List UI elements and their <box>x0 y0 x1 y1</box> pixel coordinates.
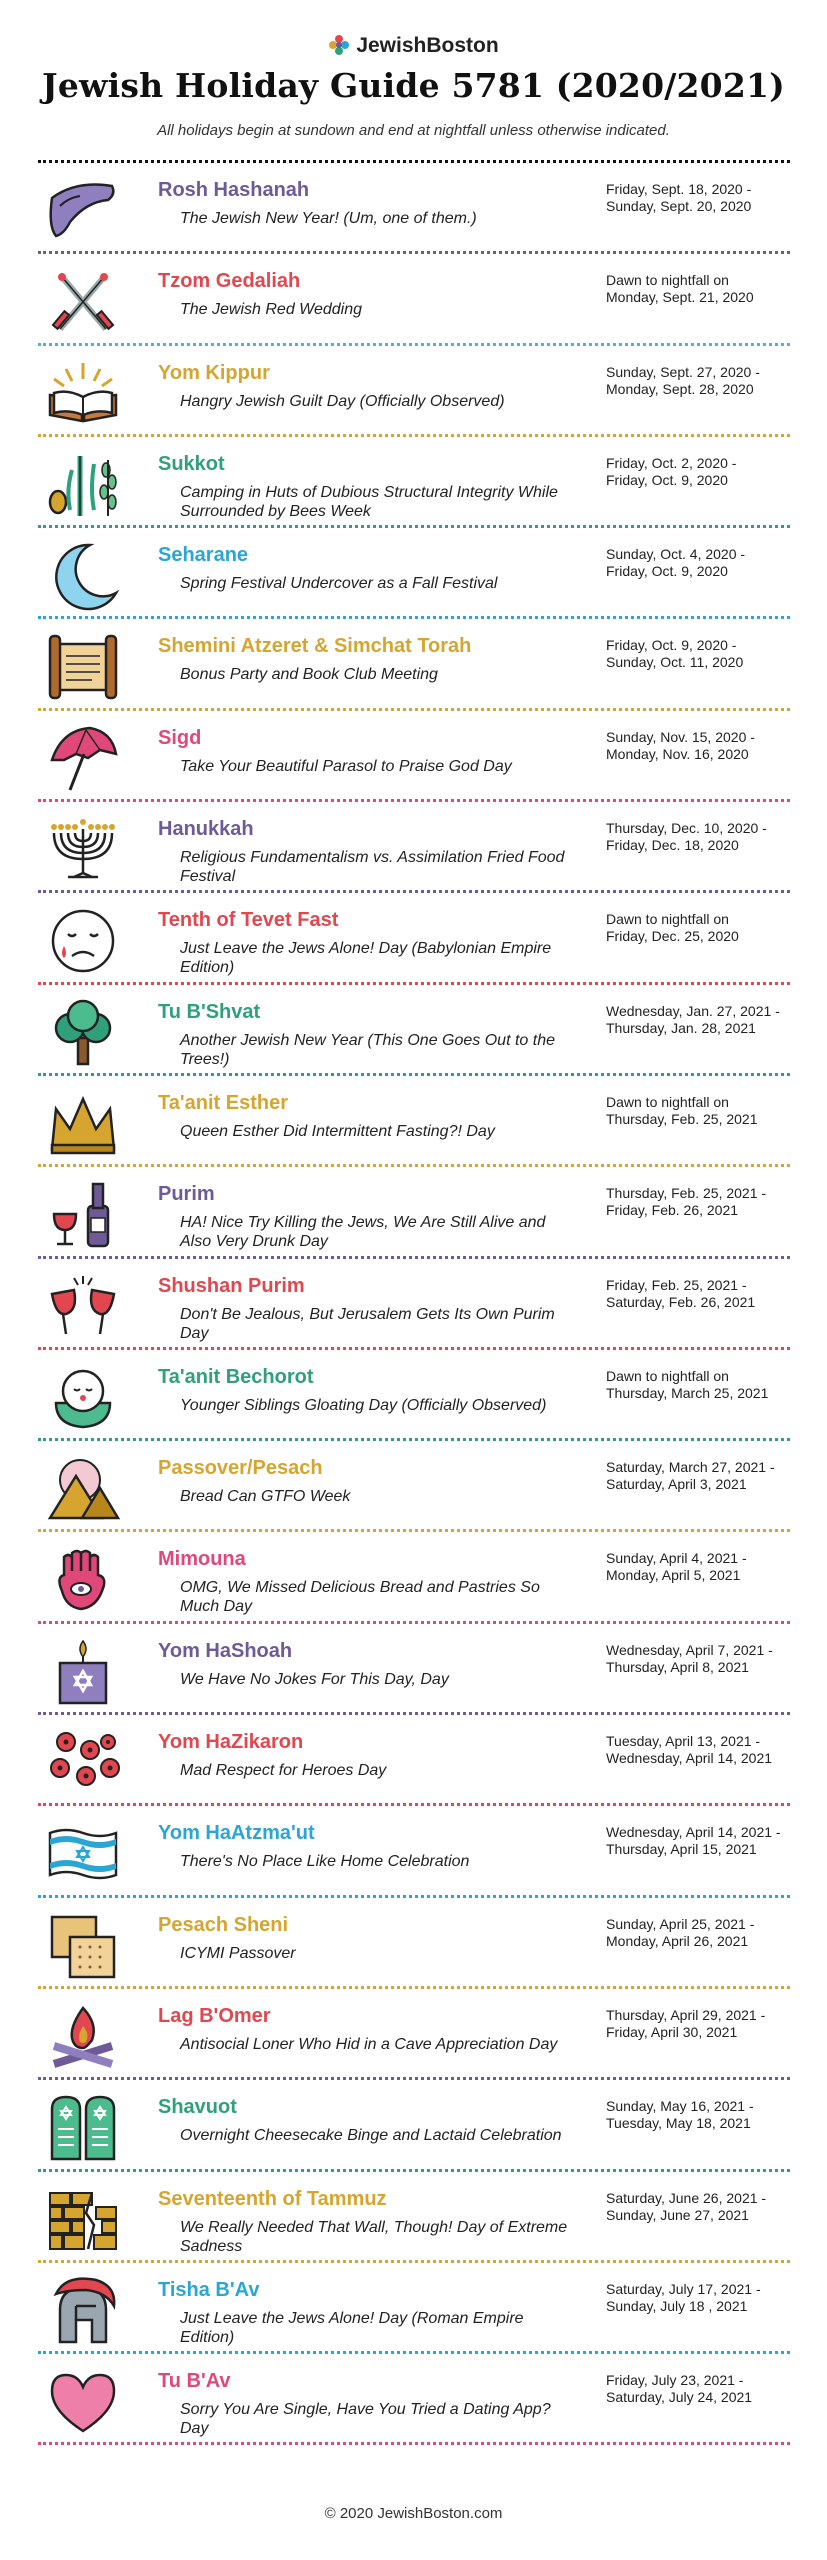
holiday-description: Queen Esther Did Intermittent Fasting?! Day <box>180 1122 495 1140</box>
holiday-date-end: Saturday, Feb. 26, 2021 <box>606 1293 756 1310</box>
holiday-date-start: Dawn to nightfall on <box>606 272 729 289</box>
holiday-name: Yom Kippur <box>158 361 270 384</box>
holiday-date-end: Thursday, March 25, 2021 <box>606 1384 769 1401</box>
holiday-description: Religious Fundamentalism vs. Assimilation Fried Food Festival <box>180 849 565 886</box>
holiday-row-5 <box>38 528 790 619</box>
holiday-date-start: Friday, Feb. 25, 2021 - <box>606 1276 747 1293</box>
holiday-description: Just Leave the Jews Alone! Day (Roman Empire Edition) <box>180 2309 524 2346</box>
holiday-dates <box>606 272 796 306</box>
holiday-dates <box>606 2281 796 2315</box>
holiday-description: Overnight Cheesecake Binge and Lactaid Celebration <box>180 2127 562 2145</box>
holiday-name: Tisha B'Av <box>158 2278 260 2301</box>
memorial-candle-icon <box>46 1637 120 1707</box>
holiday-name: Pesach Sheni <box>158 1913 289 1936</box>
holiday-description: Don't Be Jealous, But Jerusalem Gets Its Own Purim Day <box>180 1305 555 1342</box>
holiday-row-9 <box>38 893 790 984</box>
holiday-dates <box>606 1094 796 1128</box>
holiday-dates <box>606 1459 796 1493</box>
holiday-dates <box>606 364 796 398</box>
row-divider <box>38 2442 790 2445</box>
lulav-etrog-icon <box>46 450 120 520</box>
holiday-description: Antisocial Loner Who Hid in a Cave Appreciation Day <box>180 2035 558 2053</box>
holiday-description: Just Leave the Jews Alone! Day (Babylonian Empire Edition) <box>180 940 552 977</box>
holiday-name: Shavuot <box>158 2096 237 2119</box>
holiday-dates <box>606 1277 796 1311</box>
holiday-date-start: Wednesday, April 7, 2021 - <box>606 1641 773 1658</box>
holiday-row-17 <box>38 1624 790 1715</box>
holiday-row-10 <box>38 985 790 1076</box>
holiday-name: Ta'anit Bechorot <box>158 1365 314 1388</box>
holiday-name: Shushan Purim <box>158 1274 305 1297</box>
holiday-date-end: Sunday, July 18 , 2021 <box>606 2297 748 2314</box>
holiday-date-start: Sunday, April 4, 2021 - <box>606 1550 747 1567</box>
holiday-dates <box>606 1824 796 1858</box>
holiday-date-start: Sunday, Sept. 27, 2020 - <box>606 363 760 380</box>
holiday-name: Sukkot <box>158 452 225 475</box>
holiday-name: Tenth of Tevet Fast <box>158 909 339 932</box>
holiday-name: Lag B'Omer <box>158 2004 271 2027</box>
crossed-swords-icon <box>46 267 120 337</box>
holiday-dates <box>606 2190 796 2224</box>
header <box>0 0 827 160</box>
holiday-row-1 <box>38 163 790 254</box>
crossed-swords-icon <box>46 267 120 337</box>
red-flowers-icon <box>46 1728 120 1798</box>
heart-icon <box>46 2367 120 2437</box>
red-flowers-icon <box>46 1728 120 1798</box>
holiday-name: Rosh Hashanah <box>158 179 310 201</box>
shofar-icon <box>46 176 120 246</box>
holiday-description: Take Your Beautiful Parasol to Praise God Day <box>180 757 512 775</box>
holiday-dates <box>606 1642 796 1676</box>
wine-glasses-icon <box>46 1272 120 1342</box>
holiday-description: Mad Respect for Heroes Day <box>180 1762 387 1780</box>
open-book-icon <box>46 359 120 429</box>
brand-name: JewishBoston <box>356 34 499 57</box>
holiday-description: Camping in Huts of Dubious Structural Integrity While Surrounded by Bees Week <box>180 483 558 520</box>
holiday-date-start: Thursday, Dec. 10, 2020 - <box>606 820 767 837</box>
holiday-row-14 <box>38 1350 790 1441</box>
holiday-dates <box>606 181 796 215</box>
wine-bottle-icon <box>46 1180 120 1250</box>
wine-bottle-icon <box>46 1180 120 1250</box>
holiday-date-end: Thursday, April 15, 2021 <box>606 1841 757 1858</box>
holiday-date-start: Dawn to nightfall on <box>606 911 729 928</box>
holiday-name: Shemini Atzeret & Simchat Torah <box>158 635 472 658</box>
hamsa-icon <box>46 1545 120 1615</box>
holiday-date-end: Friday, Feb. 26, 2021 <box>606 1202 739 1219</box>
holiday-date-end: Monday, April 5, 2021 <box>606 1567 741 1584</box>
torah-scroll-icon <box>46 632 120 702</box>
holiday-date-end: Wednesday, April 14, 2021 <box>606 1750 773 1767</box>
menorah-icon <box>46 815 120 885</box>
holiday-description: ICYMI Passover <box>180 1944 296 1962</box>
holiday-dates <box>606 820 796 854</box>
holiday-date-end: Monday, Nov. 16, 2020 <box>606 745 749 762</box>
holiday-name: Tzom Gedaliah <box>158 270 301 293</box>
holiday-row-25 <box>38 2354 790 2445</box>
holiday-date-start: Sunday, May 16, 2021 - <box>606 2098 754 2115</box>
holiday-date-end: Sunday, Sept. 20, 2020 <box>606 198 752 214</box>
holiday-date-start: Wednesday, April 14, 2021 - <box>606 1824 781 1841</box>
holiday-name: Mimouna <box>158 1548 246 1571</box>
holiday-description: HA! Nice Try Killing the Jews, We Are Still Alive and Also Very Drunk Day <box>180 1214 546 1251</box>
bonfire-icon <box>46 2002 120 2072</box>
hamsa-icon <box>46 1545 120 1615</box>
baby-icon <box>46 1363 120 1433</box>
holiday-date-start: Friday, Sept. 18, 2020 - <box>606 181 752 197</box>
holiday-name: Purim <box>158 1183 215 1206</box>
holiday-row-21 <box>38 1989 790 2080</box>
holiday-date-start: Dawn to nightfall on <box>606 1367 729 1384</box>
holiday-date-start: Thursday, April 29, 2021 - <box>606 2006 766 2023</box>
page-subtitle: All holidays begin at sundown and end at nightfall unless otherwise indicated. <box>157 122 670 139</box>
holiday-date-end: Thursday, Jan. 28, 2021 <box>606 1019 756 1036</box>
holiday-description: We Really Needed That Wall, Though! Day of Extreme Sadness <box>180 2218 568 2255</box>
holiday-date-end: Friday, Oct. 9, 2020 <box>606 563 728 580</box>
broken-wall-icon <box>46 2185 120 2255</box>
crescent-moon-icon <box>46 541 120 611</box>
roman-helmet-icon <box>46 2276 120 2346</box>
holiday-date-end: Monday, Sept. 28, 2020 <box>606 380 754 397</box>
holiday-description: Spring Festival Undercover as a Fall Festival <box>180 575 498 593</box>
wine-glasses-icon <box>46 1272 120 1342</box>
matzah-icon <box>46 1911 120 1981</box>
holiday-description: The Jewish Red Wedding <box>180 301 363 319</box>
holiday-dates <box>606 1916 796 1950</box>
heart-icon <box>46 2367 120 2437</box>
holiday-date-start: Saturday, July 17, 2021 - <box>606 2280 761 2297</box>
roman-helmet-icon <box>46 2276 120 2346</box>
holiday-date-start: Saturday, June 26, 2021 - <box>606 2189 767 2206</box>
bonfire-icon <box>46 2002 120 2072</box>
holiday-row-4 <box>38 437 790 528</box>
parasol-icon <box>46 724 120 794</box>
holiday-date-start: Sunday, Oct. 4, 2020 - <box>606 546 746 563</box>
holiday-dates <box>606 2098 796 2132</box>
holiday-name: Tu B'Shvat <box>158 1000 261 1023</box>
holiday-description: Sorry You Are Single, Have You Tried a Dating App? Day <box>180 2401 551 2438</box>
holiday-row-8 <box>38 802 790 893</box>
holiday-name: Sigd <box>158 726 202 749</box>
jewishboston-logo-icon <box>328 34 350 56</box>
holiday-date-end: Saturday, July 24, 2021 <box>606 2389 753 2406</box>
holiday-date-start: Wednesday, Jan. 27, 2021 - <box>606 1002 780 1019</box>
holiday-row-11 <box>38 1076 790 1167</box>
tree-icon <box>46 998 120 1068</box>
holiday-dates <box>606 2372 796 2406</box>
holiday-row-3 <box>38 346 790 437</box>
holiday-date-start: Thursday, Feb. 25, 2021 - <box>606 1185 767 1202</box>
pyramids-icon <box>46 1454 120 1524</box>
holiday-date-start: Friday, July 23, 2021 - <box>606 2372 744 2389</box>
holiday-row-15 <box>38 1441 790 1532</box>
page-title: Jewish Holiday Guide 5781 (2020/2021) <box>42 66 785 105</box>
holiday-description: There's No Place Like Home Celebration <box>180 1853 470 1871</box>
israel-flag-icon <box>46 1819 120 1889</box>
holiday-date-end: Thursday, April 8, 2021 <box>606 1658 749 1675</box>
holiday-row-23 <box>38 2172 790 2263</box>
parasol-icon <box>46 724 120 794</box>
lulav-etrog-icon <box>46 450 120 520</box>
tree-icon <box>46 998 120 1068</box>
holiday-row-22 <box>38 2080 790 2171</box>
baby-icon <box>46 1363 120 1433</box>
holiday-date-end: Thursday, Feb. 25, 2021 <box>606 1110 758 1127</box>
tablets-icon <box>46 2093 120 2163</box>
sad-face-icon <box>46 906 120 976</box>
holiday-date-start: Sunday, April 25, 2021 - <box>606 1915 755 1932</box>
holiday-name: Yom HaAtzma'ut <box>158 1822 315 1845</box>
holiday-name: Yom HaZikaron <box>158 1731 304 1754</box>
holiday-date-end: Monday, Sept. 21, 2020 <box>606 289 754 306</box>
holiday-description: Younger Siblings Gloating Day (Officially Observed) <box>180 1396 547 1414</box>
holiday-date-start: Friday, Oct. 2, 2020 - <box>606 454 737 471</box>
holiday-name: Yom HaShoah <box>158 1639 293 1662</box>
sad-face-icon <box>46 906 120 976</box>
holiday-description: OMG, We Missed Delicious Bread and Pastries So Much Day <box>180 1579 540 1616</box>
holiday-dates <box>606 1003 796 1037</box>
holiday-description: Hangry Jewish Guilt Day (Officially Observed) <box>180 392 505 410</box>
holiday-description: Bonus Party and Book Club Meeting <box>180 666 438 684</box>
holiday-row-7 <box>38 711 790 802</box>
holiday-date-end: Tuesday, May 18, 2021 <box>606 2115 751 2132</box>
holiday-row-24 <box>38 2263 790 2354</box>
holiday-name: Seharane <box>158 544 249 567</box>
holiday-date-end: Sunday, June 27, 2021 <box>606 2206 749 2223</box>
holiday-dates <box>606 1550 796 1584</box>
holiday-date-end: Friday, Dec. 18, 2020 <box>606 837 739 854</box>
holiday-description: The Jewish New Year! (Um, one of them.) <box>180 210 477 227</box>
holiday-date-end: Friday, Oct. 9, 2020 <box>606 471 728 488</box>
holiday-name: Seventeenth of Tammuz <box>158 2187 387 2210</box>
holiday-row-18 <box>38 1715 790 1806</box>
pyramids-icon <box>46 1454 120 1524</box>
tablets-icon <box>46 2093 120 2163</box>
brand[interactable] <box>0 34 827 58</box>
holiday-name: Hanukkah <box>158 818 254 841</box>
broken-wall-icon <box>46 2185 120 2255</box>
torah-scroll-icon <box>46 632 120 702</box>
holiday-dates <box>606 546 796 580</box>
israel-flag-icon <box>46 1819 120 1889</box>
holiday-dates <box>606 455 796 489</box>
holiday-date-start: Dawn to nightfall on <box>606 1093 729 1110</box>
holiday-description: We Have No Jokes For This Day, Day <box>180 1670 449 1688</box>
holiday-dates <box>606 911 796 945</box>
crescent-moon-icon <box>46 541 120 611</box>
holiday-row-20 <box>38 1898 790 1989</box>
holiday-date-start: Friday, Oct. 9, 2020 - <box>606 637 737 654</box>
holiday-name: Passover/Pesach <box>158 1457 323 1480</box>
holiday-dates <box>606 729 796 763</box>
holiday-dates <box>606 1185 796 1219</box>
holiday-row-2 <box>38 254 790 345</box>
holiday-date-start: Tuesday, April 13, 2021 - <box>606 1733 761 1750</box>
holiday-dates <box>606 1733 796 1767</box>
holiday-date-end: Saturday, April 3, 2021 <box>606 1476 747 1493</box>
crown-icon <box>46 1089 120 1159</box>
shofar-icon <box>46 176 120 246</box>
holiday-date-start: Sunday, Nov. 15, 2020 - <box>606 728 755 745</box>
memorial-candle-icon <box>46 1637 120 1707</box>
holiday-date-end: Sunday, Oct. 11, 2020 <box>606 654 744 671</box>
holiday-row-13 <box>38 1259 790 1350</box>
holiday-name: Ta'anit Esther <box>158 1091 288 1114</box>
open-book-icon <box>46 359 120 429</box>
holiday-date-end: Monday, April 26, 2021 <box>606 1932 749 1949</box>
holiday-date-start: Saturday, March 27, 2021 - <box>606 1459 775 1476</box>
menorah-icon <box>46 815 120 885</box>
holiday-row-16 <box>38 1532 790 1623</box>
matzah-icon <box>46 1911 120 1981</box>
holiday-row-6 <box>38 619 790 710</box>
holiday-row-19 <box>38 1806 790 1897</box>
holiday-dates <box>606 2007 796 2041</box>
holiday-row-12 <box>38 1167 790 1258</box>
holiday-dates <box>606 1368 796 1402</box>
holiday-name: Tu B'Av <box>158 2370 231 2393</box>
holiday-date-end: Friday, April 30, 2021 <box>606 2023 738 2040</box>
holiday-description: Another Jewish New Year (This One Goes Out to the Trees!) <box>180 1031 555 1068</box>
holiday-description: Bread Can GTFO Week <box>180 1488 351 1506</box>
footer-copyright: © 2020 JewishBoston.com <box>324 2505 503 2522</box>
holiday-dates <box>606 637 796 671</box>
crown-icon <box>46 1089 120 1159</box>
holiday-date-end: Friday, Dec. 25, 2020 <box>606 928 739 945</box>
holiday-list <box>38 163 790 2445</box>
